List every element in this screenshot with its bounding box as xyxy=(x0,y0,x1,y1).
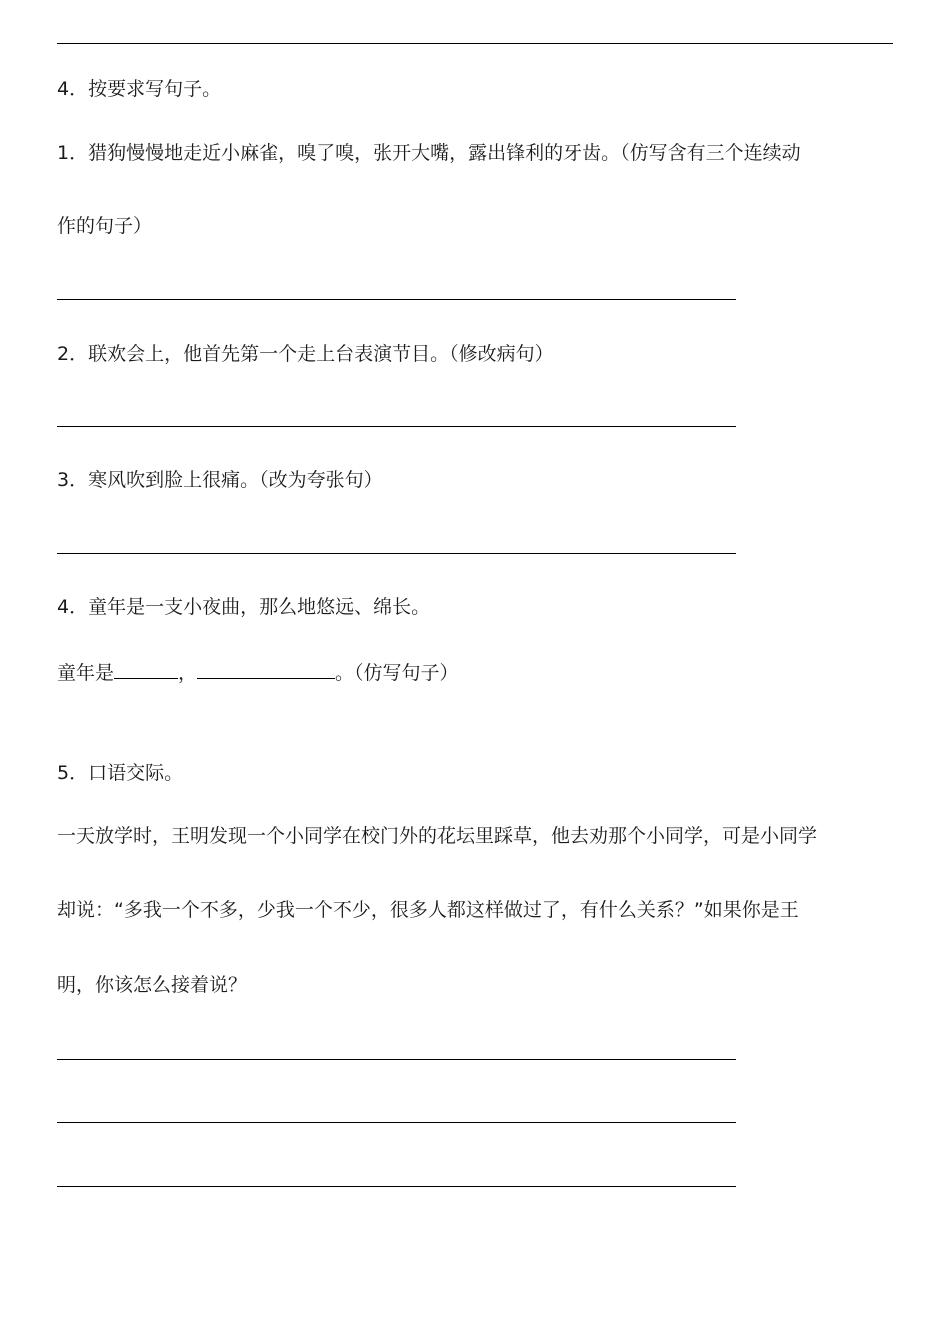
question-2: 2．联欢会上，他首先第一个走上台表演节目。（修改病句） xyxy=(57,343,554,365)
question-4: 4．童年是一支小夜曲，那么地悠远、绵长。 xyxy=(57,596,431,618)
section-5-heading: 5．口语交际。 xyxy=(57,762,184,784)
fill-suffix: 。（仿写句子） xyxy=(335,662,459,684)
answer-line-s5-3[interactable] xyxy=(57,1186,736,1187)
answer-line-q1[interactable] xyxy=(57,299,736,300)
fill-prefix: 童年是 xyxy=(57,662,115,684)
question-1-line-2: 作的句子） xyxy=(57,215,153,237)
question-3: 3．寒风吹到脸上很痛。（改为夸张句） xyxy=(57,469,383,491)
answer-line-q3[interactable] xyxy=(57,553,736,554)
answer-line-s5-2[interactable] xyxy=(57,1122,736,1123)
question-1-line-1: 1．猎狗慢慢地走近小麻雀，嗅了嗅，张开大嘴，露出锋利的牙齿。（仿写含有三个连续动 xyxy=(57,142,801,164)
section-4-heading: 4．按要求写句子。 xyxy=(57,78,222,100)
question-4-fill-sentence xyxy=(57,658,459,686)
answer-line-q2[interactable] xyxy=(57,426,736,427)
fill-blank-1[interactable] xyxy=(114,658,178,679)
section-5-passage-line-1: 一天放学时，王明发现一个小同学在校门外的花坛里踩草，他去劝那个小同学，可是小同学 xyxy=(57,825,818,847)
header-rule xyxy=(57,43,893,44)
section-5-passage-line-2: 却说：“多我一个不多，少我一个不少，很多人都这样做过了，有什么关系？”如果你是王 xyxy=(57,899,799,921)
fill-separator: ， xyxy=(178,662,198,684)
answer-line-s5-1[interactable] xyxy=(57,1059,736,1060)
fill-blank-2[interactable] xyxy=(197,658,335,679)
section-5-passage-line-3: 明，你该怎么接着说？ xyxy=(57,974,248,996)
